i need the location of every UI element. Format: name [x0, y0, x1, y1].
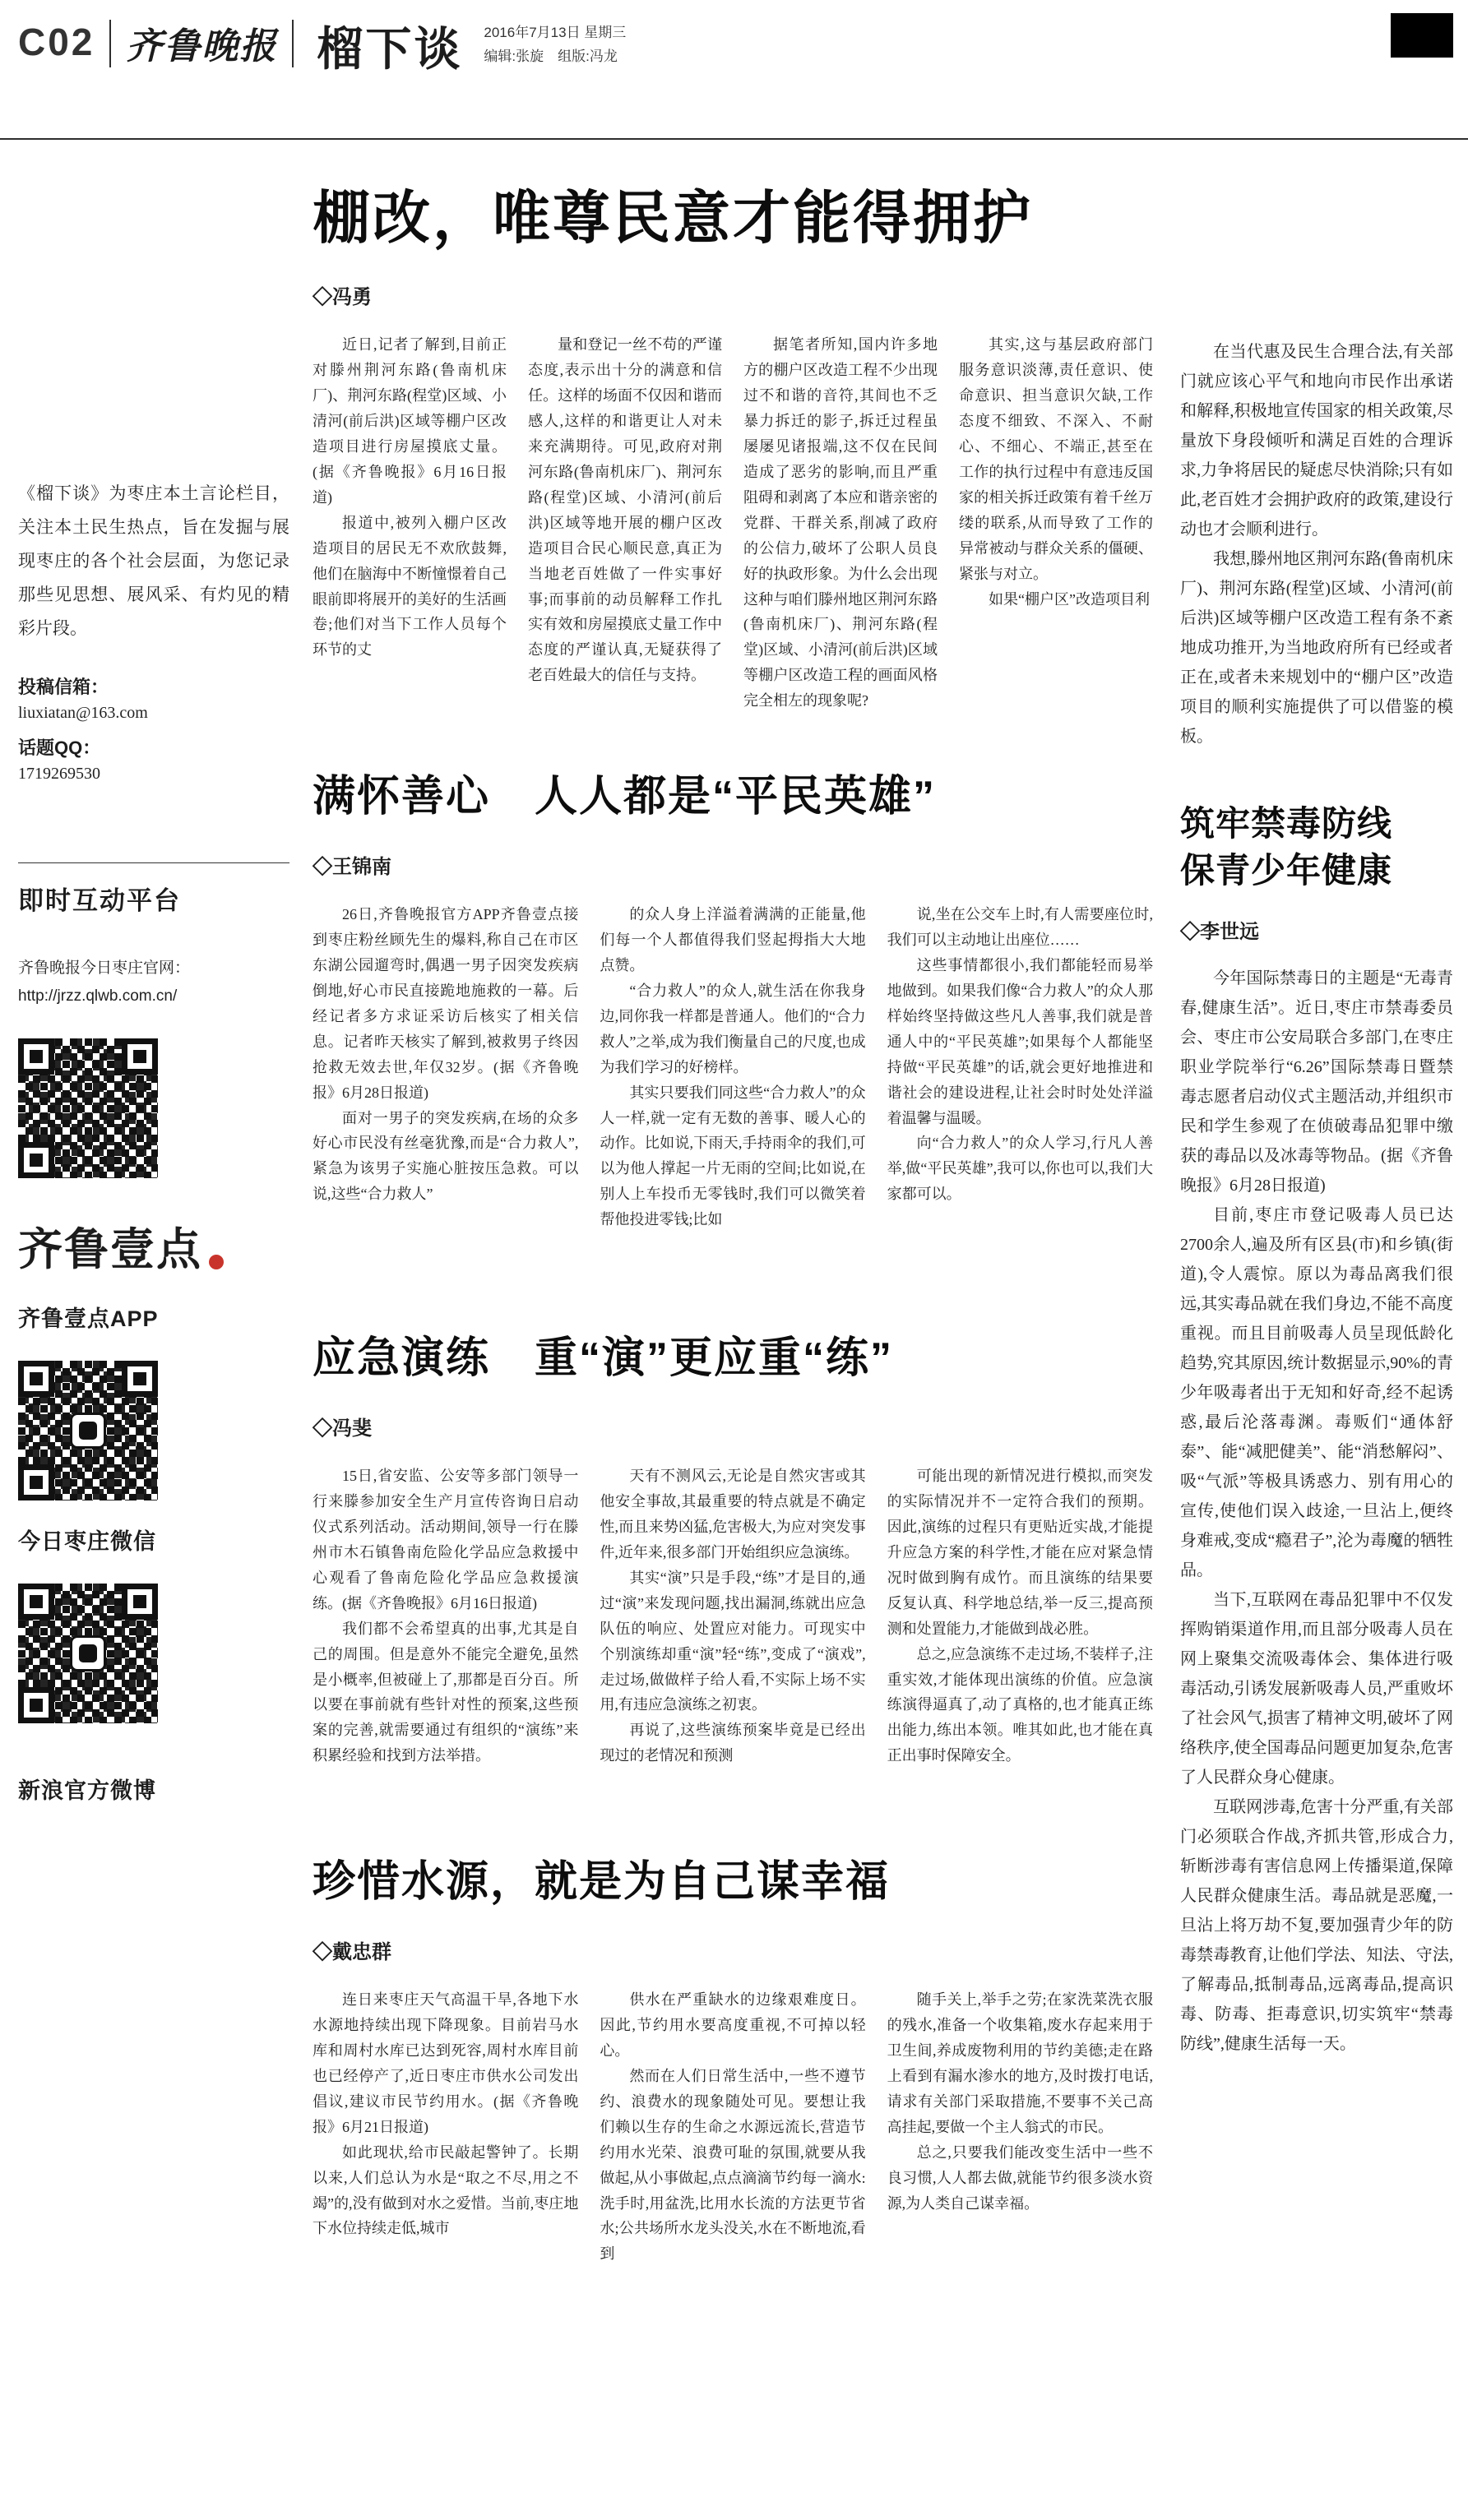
weibo-logo-badge-icon — [70, 1635, 106, 1672]
qilu-yidian-logo — [18, 1214, 289, 1278]
publish-date: 2016年7月13日 星期三 — [484, 25, 627, 40]
column-intro: 《榴下谈》为枣庄本土言论栏目，关注本土民生热点，旨在发掘与展现枣庄的各个社会层面，为您记录那些见思想、展风采、有灼见的精彩片段。 — [18, 483, 289, 638]
qr-code-weibo — [18, 1584, 158, 1723]
article-title: 应急演练 重“演”更应重“练” — [313, 1334, 894, 1383]
article-column: 说,坐在公交车上时,有人需要座位时,我们可以主动地让出座位…… 这些事情都很小,我们都能轻而易举地做到。如果我们像“合力救人”的众人那样始终坚持做这些凡人善事,我们就是普通人中的“平民英雄”;如果每个人都能坚持做“平民英雄”的话,就会更好地推进和谐社会的建设进程,让社会时时处处洋溢着温馨与温暖。 向“合力救人”的众人学习,行凡人善举,做“平民英雄”,我可以,你也可以,我们大家都可以。 — [887, 905, 1153, 1203]
header-black-mark — [1391, 13, 1453, 58]
official-site-block — [18, 955, 289, 1010]
mailbox-label: 投稿信箱： — [18, 676, 109, 697]
article-penggai — [313, 181, 1153, 714]
article-title-line1: 筑牢禁毒防线 — [1180, 804, 1393, 843]
qr-finder-icon — [18, 1361, 54, 1397]
qr-finder-icon — [18, 1464, 54, 1500]
article-body — [313, 1463, 1153, 1769]
date-editor-block — [484, 21, 626, 69]
article-column: 天有不测风云,无论是自然灾害或其他安全事故,其最重要的特点就是不确定性,而且来势凶猛,危害极大,为应对突发事件,近年来,很多部门开始组织应急演练。 其实“演”只是手段,“练”才是目的,通过“演”来发现问题,找出漏洞,练就出应急队伍的响应、处置应对能力。可现实中个别演练却重“演”轻“练”,变成了“演戏”,走过场,做做样子给人看,不实际上场不实用,有违应急演练之初衷。 再说了,这些演练预案毕竟是已经出现过的老情况和预测 — [600, 1467, 866, 1764]
right-rail — [1180, 181, 1453, 2267]
article-jindu — [1180, 801, 1453, 2059]
section-title: 榴下谈 — [317, 23, 463, 75]
page-body — [0, 140, 1468, 2267]
article-column: 近日,记者了解到,目前正对滕州荆河东路(鲁南机床厂)、荆河东路(程堂)区域、小清河(前后洪)区域等棚户区改造项目进行房屋摸底丈量。(据《齐鲁晚报》6月16日报道) 报道中,被列入棚户区改造项目的居民无不欢欣鼓舞,他们在脑海中不断憧憬着自己眼前即将展开的美好的生活画卷;他们对当下工作人员每个环节的丈 — [313, 336, 507, 659]
article-column: 15日,省安监、公安等多部门领导一行来滕参加安全生产月宣传咨询日启动仪式系列活动。活动期间,领导一行在滕州市木石镇鲁南危险化学品应急救援中心观看了鲁南危险化学品应急救援演练。(据《齐鲁晚报》6月16日报道) 我们都不会希望真的出事,尤其是自己的周围。但是意外不能完全避免,虽然是小概率,但被碰上了,那都是百分百。所以要在事前就有些针对性的预案,这些预案的完善,就需要通过有组织的“演练”来积累经验和找到方法举措。 — [313, 1467, 579, 1764]
qr-caption-app: 齐鲁壹点APP — [18, 1306, 159, 1332]
page-header — [0, 0, 1468, 140]
qr-finder-icon — [122, 1361, 158, 1397]
article-penggai-tail-column: 在当代惠及民生合理合法,有关部门就应该心平气和地向市民作出承诺和解释,积极地宣传国家的相关政策,尽量放下身段倾听和满足百姓的合理诉求,力争将居民的疑虑尽快消除;只有如此,老百姓才会拥护政府的政策,建设行动也才会顺利进行。 我想,滕州地区荆河东路(鲁南机床厂)、荆河东路(程堂)区域、小清河(前后洪)区域等棚户区改造工程有条不紊地成功推开,为当地政府所有已经或者正在,或者未来规划中的“棚户区”改造项目的顺利实施提供了可以借鉴的模板。 — [1180, 343, 1453, 746]
article-body: 今年国际禁毒日的主题是“无毒青春,健康生活”。近日,枣庄市禁毒委员会、枣庄市公安局联合多部门,在枣庄职业学院举行“6.26”国际禁毒日暨禁毒志愿者启动仪式主题活动,并组织市民和学生参观了在侦破毒品犯罪中缴获的毒品以及冰毒等物品。(据《齐鲁晚报》6月28日报道) 目前,枣庄市登记吸毒人员已达2700余人,遍及所有区县(市)和乡镇(街道),令人震惊。原以为毒品离我们很远,其实毒品就在我们身边,不能不高度重视。而且目前吸毒人员呈现低龄化趋势,究其原因,统计数据显示,90%的青少年吸毒者出于无知和好奇,经不起诱惑,最后沦落毒渊。毒贩们“通体舒泰”、能“减肥健美”、能“消愁解闷”、吸“气派”等极具诱惑力、别有用心的宣传,使他们误入歧途,一旦沾上,便终身难戒,变成“瘾君子”,沦为毒魔的牺牲品。 当下,互联网在毒品犯罪中不仅发挥购销渠道作用,而且部分吸毒人员在网上聚集交流吸毒体会、集体进行吸毒活动,引诱发展新吸毒人员,严重败坏了社会风气,损害了精神文明,破坏了网络秩序,使全国毒品问题更加复杂,危害了人民群众身心健康。 互联网涉毒,危害十分严重,有关部门必须联合作战,齐抓共管,形成合力,斩断涉毒有害信息网上传播渠道,保障人民群众健康生活。毒品就是恶魔,一旦沾上将万劫不复,要加强青少年的防毒禁毒教育,让他们学法、知法、守法,了解毒品,抵制毒品,远离毒品,提高识毒、防毒、拒毒意识,切实筑牢“禁毒防线”,健康生活每一天。 — [1180, 969, 1453, 2054]
interactive-platform-heading: 即时互动平台 — [18, 862, 289, 917]
article-title: 珍惜水源，就是为自己谋幸福 — [313, 1858, 891, 1907]
site-label: 齐鲁晚报今日枣庄官网： — [18, 959, 191, 977]
article-column: 供水在严重缺水的边缘艰难度日。因此,节约用水要高度重视,不可掉以轻心。 然而在人们日常生活中,一些不遵节约、浪费水的现象随处可见。要想让我们赖以生存的生命之水源远流长,营造节约用水光荣、浪费可耻的氛围,就要从我做起,从小事做起,点点滴滴节约每一滴水:洗手时,用盆洗,比用水长流的方法更节省水;公共场所水龙头没关,水在不断地流,看到 — [600, 1991, 866, 2263]
article-title: 满怀善心 人人都是“平民英雄” — [313, 773, 937, 821]
contact-block — [18, 673, 289, 784]
qr-finder-icon — [18, 1584, 54, 1620]
qr-code-app — [18, 1038, 158, 1178]
article-column: 连日来枣庄天气高温干旱,各地下水水源地持续出现下降现象。目前岩马水库和周村水库已达到死容,周村水库目前也已经停产了,近日枣庄市供水公司发出倡议,建议市民节约用水。(据《齐鲁晚报》6月21日报道) 如此现状,给市民敲起警钟了。长期以来,人们总认为水是“取之不尽,用之不竭”的,没有做到对水之爱惜。当前,枣庄地下水位持续走低,城市 — [313, 1991, 579, 2237]
article-author: ◇李世远 — [1180, 921, 1259, 944]
article-body — [313, 1987, 1153, 2267]
page-number: C02 — [18, 21, 95, 63]
qq-label: 话题QQ： — [18, 737, 101, 758]
article-title: 棚改，唯尊民意才能得拥护 — [313, 186, 1033, 250]
article-yanlian — [313, 1331, 1153, 1769]
qr-finder-icon — [122, 1038, 158, 1075]
article-shuiyuan — [313, 1855, 1153, 2267]
qr-finder-icon — [18, 1687, 54, 1723]
article-body — [313, 332, 1153, 714]
article-column: 随手关上,举手之劳;在家洗菜洗衣服的残水,准备一个收集箱,废水存起来用于卫生间,养成废物利用的节约美德;走在路上看到有漏水渗水的地方,及时拨打电话,请求有关部门采取措施,不要事不关己高高挂起,要做一个主人翁式的市民。 总之,只要我们能改变生活中一些不良习惯,人人都去做,就能节约很多淡水资源,为人类自己谋幸福。 — [887, 1991, 1153, 2212]
article-column: 据笔者所知,国内许多地方的棚户区改造工程不少出现过不和谐的音符,其间也不乏暴力拆迁的影子,拆迁过程虽屡屡见诸报端,这不仅在民间造成了恶劣的影响,而且严重阻碍和剥离了本应和谐亲密的党群、干群关系,削减了政府的公信力,破坏了公职人员良好的执政形象。为什么会出现这种与咱们滕州地区荆河东路(鲁南机床厂)、荆河东路(程堂)区域、小清河(前后洪)区域等棚户区改造工程的画面风格完全相左的现象呢? — [743, 336, 938, 710]
qr-finder-icon — [18, 1142, 54, 1178]
qq-number: 1719269530 — [18, 764, 100, 783]
qilu-yidian-logo-text: 齐鲁壹点 — [18, 1225, 202, 1275]
article-body — [313, 902, 1153, 1232]
qr-caption-wechat: 今日枣庄微信 — [18, 1529, 156, 1555]
article-column: 其实,这与基层政府部门服务意识淡薄,责任意识、使命意识、担当意识欠缺,工作态度不细致、不深入、不耐心、不细心、不端正,甚至在工作的执行过程中有意违反国家的相关拆迁政策有着千丝万缕的联系,从而导致了工作的异常被动与群众关系的僵硬、紧张与对立。 如果“棚户区”改造项目利 — [959, 336, 1153, 608]
article-column: 的众人身上洋溢着满满的正能量,他们每一个人都值得我们竖起拇指大大地点赞。 “合力救人”的众人,就生活在你我身边,同你我一样都是普通人。他们的“合力救人”之举,成为我们衡量自己的尺度,也成为我们学习的好榜样。 其实只要我们同这些“合力救人”的众人一样,就一定有无数的善事、暖人心的动作。比如说,下雨天,手持雨伞的我们,可以为他人撑起一片无雨的空间;比如说,在别人上车投币无零钱时,我们可以微笑着帮他投进零钱;比如 — [600, 905, 866, 1228]
editor-credits: 编辑:张旋 组版:冯龙 — [484, 48, 618, 64]
article-author: ◇戴忠群 — [313, 1940, 391, 1963]
article-column: 可能出现的新情况进行模拟,而突发的实际情况并不一定符合我们的预期。因此,演练的过程只有更贴近实战,才能提升应急方案的科学性,才能在应对紧急情况时做到胸有成竹。而且演练的结果要反复认真、科学地总结,举一反三,提高预测和处置能力,才能做到战必胜。 总之,应急演练不走过场,不装样子,注重实效,才能体现出演练的价值。应急演练演得逼真了,动了真格的,也才能真正练出能力,练出本领。唯其如此,也才能在真正出事时保障安全。 — [887, 1467, 1153, 1764]
site-url[interactable]: http://jrzz.qlwb.com.cn/ — [18, 987, 178, 1005]
article-author: ◇王锦南 — [313, 855, 391, 878]
article-title — [1180, 801, 1453, 894]
sidebar — [18, 181, 289, 2267]
wechat-logo-badge-icon — [70, 1413, 106, 1449]
qr-code-wechat — [18, 1361, 158, 1500]
mailbox-address[interactable]: liuxiatan@163.com — [18, 703, 148, 722]
article-author: ◇冯勇 — [313, 286, 372, 308]
red-dot-icon — [209, 1255, 224, 1269]
qr-caption-weibo: 新浪官方微博 — [18, 1778, 156, 1804]
main-content — [313, 181, 1453, 2267]
qr-finder-icon — [18, 1038, 54, 1075]
newspaper-logo: 齐鲁晚报 — [126, 25, 278, 67]
article-title-line2: 保青少年健康 — [1180, 850, 1393, 890]
qr-finder-icon — [122, 1584, 158, 1620]
article-column: 量和登记一丝不苟的严谨态度,表示出十分的满意和信任。这样的场面不仅因和谐而感人,这样的和谐更让人对未来充满期待。可见,政府对荆河东路(鲁南机床厂)、荆河东路(程堂)区域、小清河(前后洪)区域等地开展的棚户区改造项目合民心顺民意,真正为当地老百姓做了一件实事好事;而事前的动员解释工作扎实有效和房屋摸底丈量工作中态度的严谨认真,无疑获得了老百姓最大的信任与支持。 — [528, 336, 722, 684]
header-divider — [109, 20, 111, 67]
article-column: 26日,齐鲁晚报官方APP齐鲁壹点接到枣庄粉丝顾先生的爆料,称自己在市区东湖公园遛弯时,偶遇一男子因突发疾病倒地,好心市民直接跪地施救的一幕。后经记者多方求证采访后核实了相关信息。记者昨天核实了解到,被救男子终因抢救无效去世,年仅32岁。(据《齐鲁晚报》6月28日报道) 面对一男子的突发疾病,在场的众多好心市民没有丝毫犹豫,而是“合力救人”,紧急为该男子实施心脏按压急救。可以说,这些“合力救人” — [313, 905, 579, 1203]
header-divider — [292, 20, 294, 67]
article-pingmin — [313, 770, 1153, 1232]
main-left-column — [313, 181, 1153, 2267]
article-author: ◇冯斐 — [313, 1417, 372, 1440]
